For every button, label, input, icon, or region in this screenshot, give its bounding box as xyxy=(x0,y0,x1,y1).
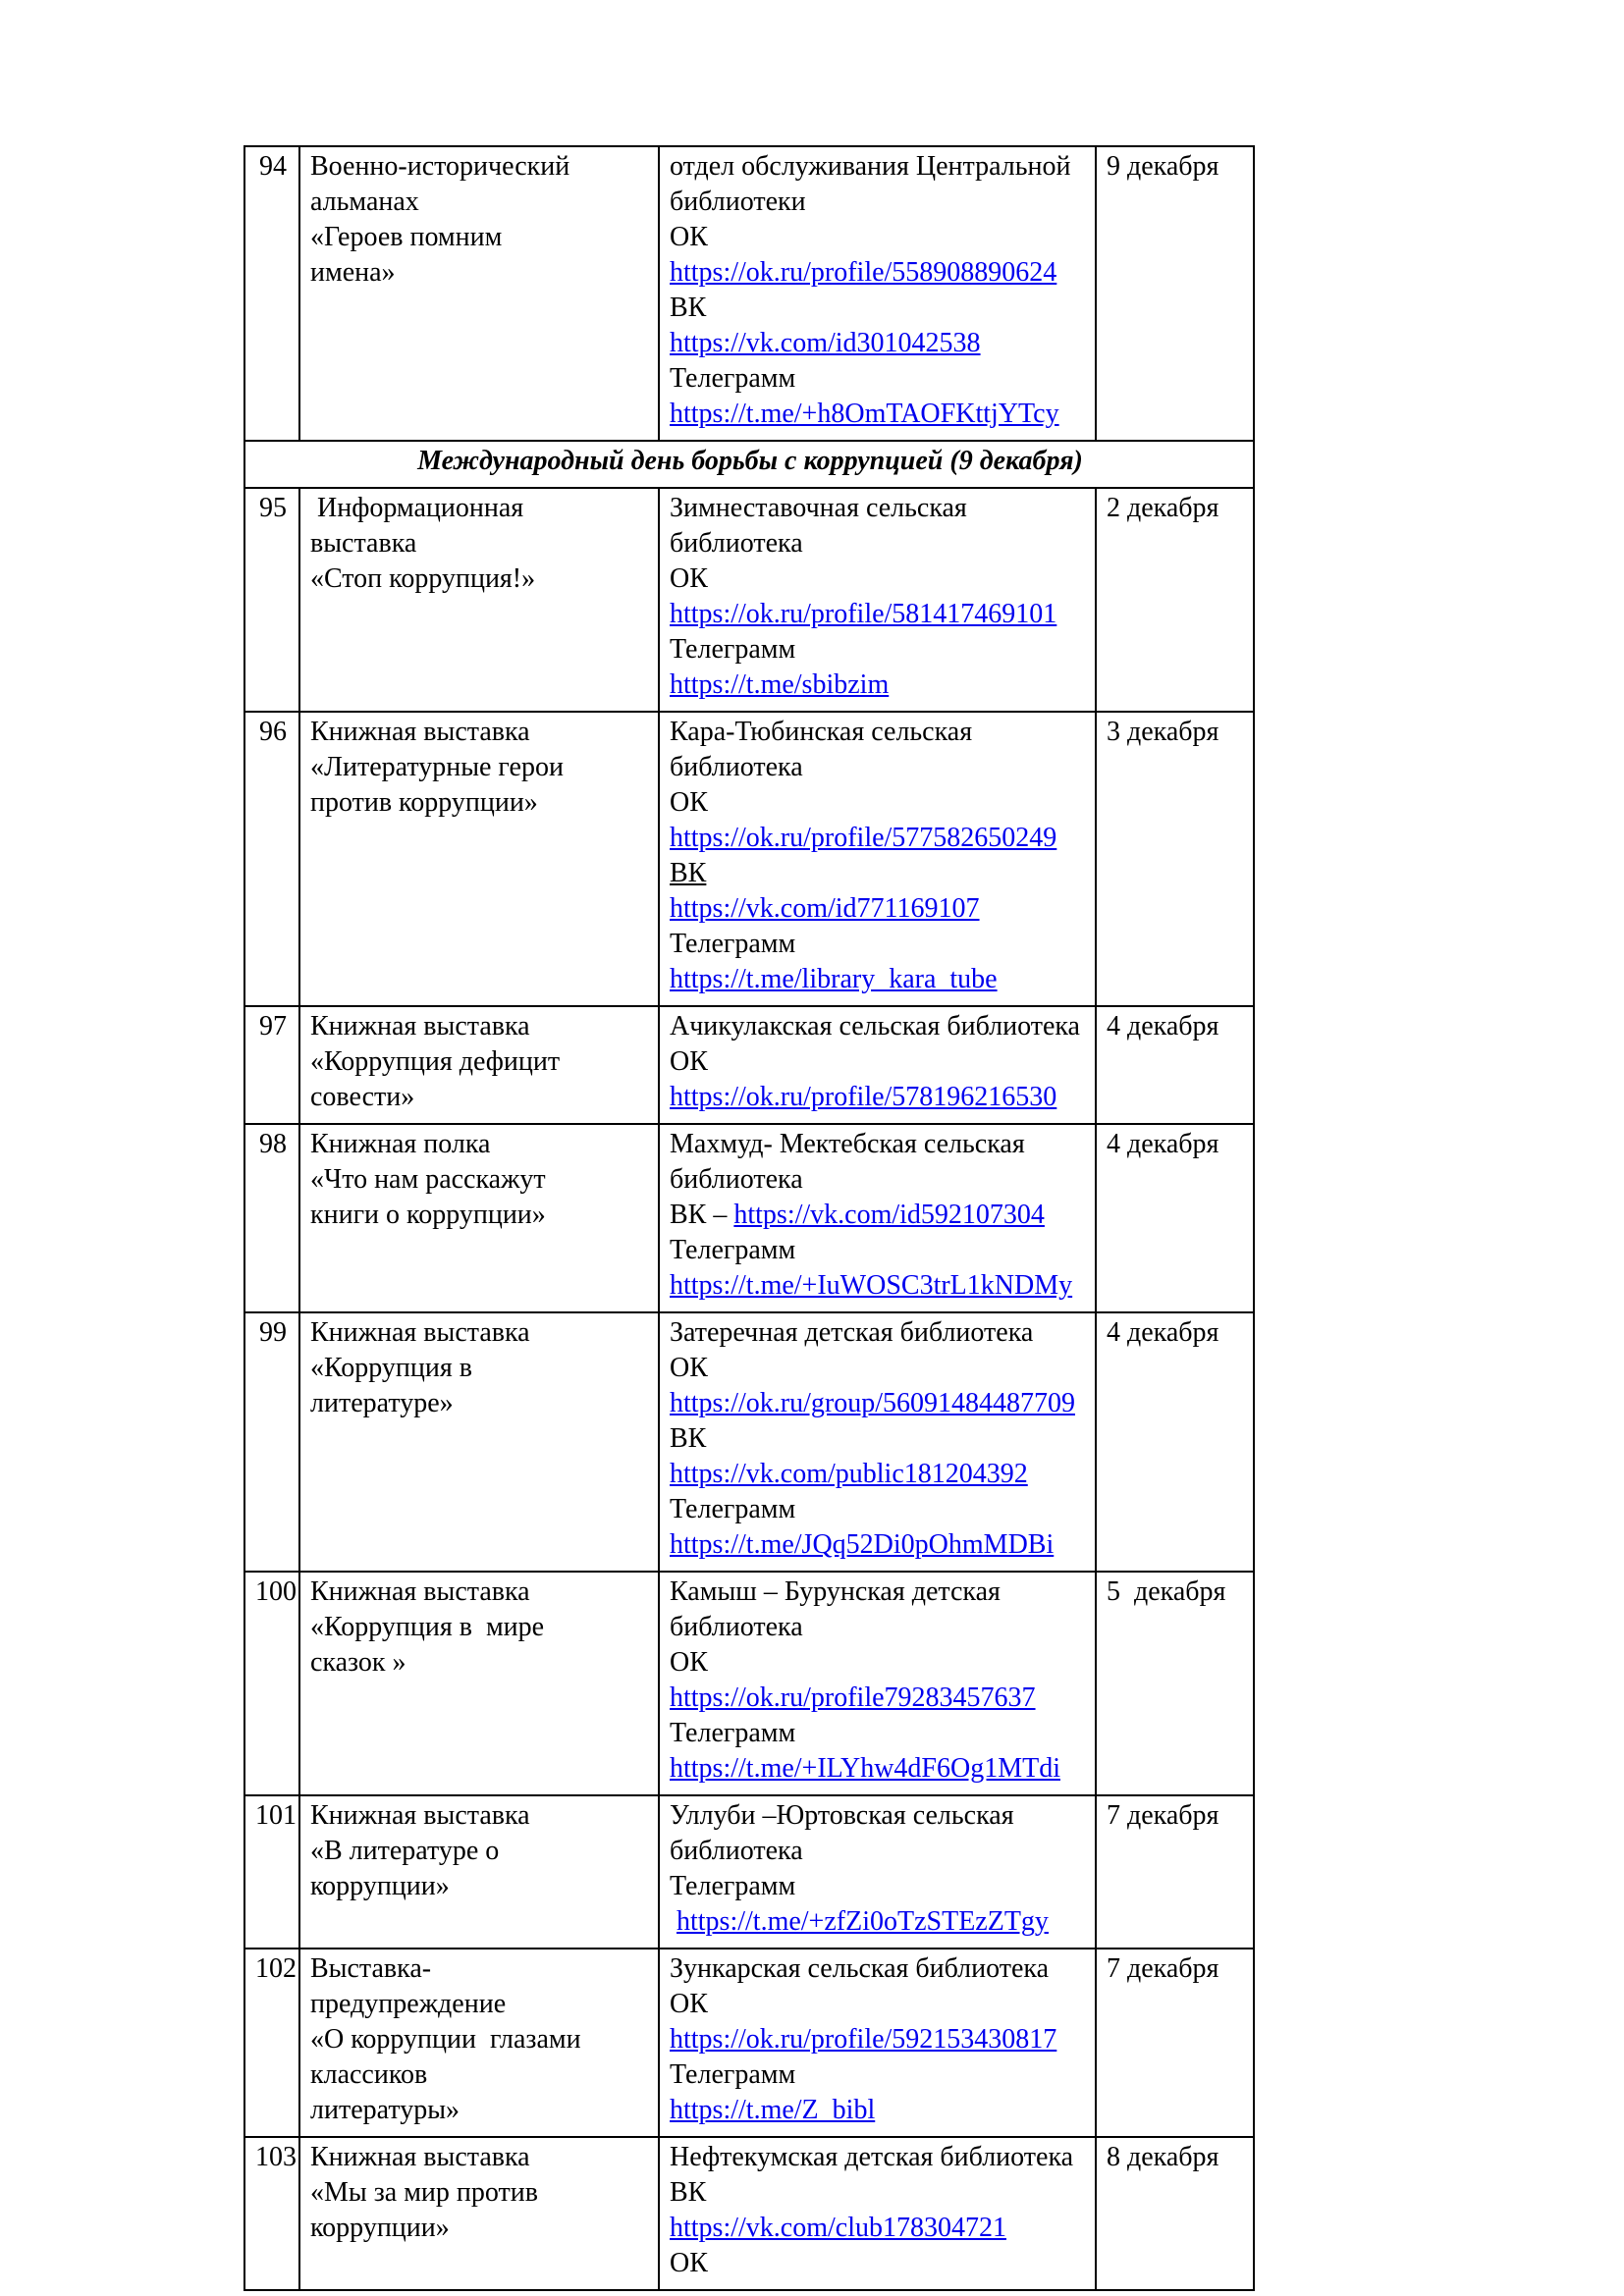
text-segment: отдел обслуживания Центральной xyxy=(670,151,1071,182)
date-cell: 7 декабря xyxy=(1096,1795,1254,1949)
event-title-cell xyxy=(299,1949,659,2137)
event-title-line: совести» xyxy=(310,1082,415,1112)
text-segment: Телеграмм xyxy=(670,634,796,665)
section-row xyxy=(244,441,1254,488)
library-links-line xyxy=(670,1233,1087,1268)
library-links-line xyxy=(670,1575,1087,1610)
hyperlink[interactable]: https://vk.com/club178304721 xyxy=(670,2213,1006,2243)
event-title-line: «Коррупция дефицит xyxy=(310,1046,561,1077)
text-segment: библиотека xyxy=(670,1836,803,1866)
library-links-line xyxy=(670,1351,1087,1386)
library-links-line xyxy=(670,397,1087,432)
text-segment: ОК xyxy=(670,1046,708,1077)
library-links-line xyxy=(670,2211,1087,2246)
text-segment: ОК xyxy=(670,1989,708,2019)
library-links-line xyxy=(670,632,1087,667)
event-title-line: литературе» xyxy=(310,1388,454,1418)
hyperlink[interactable]: https://t.me/+IuWOSC3trL1kNDMy xyxy=(670,1270,1073,1301)
hyperlink[interactable]: https://vk.com/id592107304 xyxy=(733,1200,1045,1230)
library-links-line xyxy=(670,750,1087,785)
event-title-line: коррупции» xyxy=(310,1871,450,1901)
library-links-cell xyxy=(659,488,1096,712)
text-segment: библиотека xyxy=(670,1612,803,1642)
library-links-cell xyxy=(659,2137,1096,2290)
text-segment: библиотека xyxy=(670,528,803,559)
library-links-line xyxy=(670,821,1087,856)
event-title-line: литературы» xyxy=(310,2095,460,2125)
table-row xyxy=(244,712,1254,1006)
event-title-line: выставка xyxy=(310,528,417,559)
library-links-line xyxy=(670,715,1087,750)
hyperlink[interactable]: https://vk.com/id301042538 xyxy=(670,328,981,358)
event-title-line: «О коррупции глазами xyxy=(310,2024,581,2055)
table-row xyxy=(244,2137,1254,2290)
text-segment: Нефтекумская детская библиотека xyxy=(670,2142,1074,2172)
library-links-line xyxy=(670,1457,1087,1492)
text-segment: ВК xyxy=(670,858,707,888)
date-cell: 4 декабря xyxy=(1096,1006,1254,1124)
hyperlink[interactable]: https://t.me/Z_bibl xyxy=(670,2095,876,2125)
event-title-line: «Коррупция в мире xyxy=(310,1612,545,1642)
event-title-line: «Коррупция в xyxy=(310,1353,472,1383)
event-title-line: Информационная xyxy=(310,493,524,523)
library-links-line xyxy=(670,561,1087,597)
library-links-line xyxy=(670,1798,1087,1834)
event-title-line: Книжная выставка xyxy=(310,1011,530,1041)
library-links-line xyxy=(670,1834,1087,1869)
event-title-line: альманах xyxy=(310,187,419,217)
text-segment xyxy=(670,1906,677,1937)
library-links-line xyxy=(670,185,1087,220)
event-title-cell xyxy=(299,1572,659,1795)
row-number: 96 xyxy=(244,712,299,1006)
text-segment: Махмуд- Мектебская сельская xyxy=(670,1129,1025,1159)
row-number: 100 xyxy=(244,1572,299,1795)
event-title-line: против коррупции» xyxy=(310,787,538,818)
hyperlink[interactable]: https://t.me/+h8OmTAOFKttjYTcy xyxy=(670,399,1059,429)
text-segment: Телеграмм xyxy=(670,1235,796,1265)
text-segment: Зункарская сельская библиотека xyxy=(670,1953,1050,1984)
text-segment: ВК xyxy=(670,1423,707,1454)
text-segment: Кара-Тюбинская сельская xyxy=(670,717,973,747)
row-number: 101 xyxy=(244,1795,299,1949)
text-segment: ОК xyxy=(670,1353,708,1383)
text-segment: ВК xyxy=(670,293,707,323)
event-title-cell xyxy=(299,1006,659,1124)
library-links-line xyxy=(670,526,1087,561)
library-links-line xyxy=(670,2246,1087,2281)
event-title-cell xyxy=(299,146,659,441)
event-title-line: книги о коррупции» xyxy=(310,1200,546,1230)
library-links-line xyxy=(670,326,1087,361)
library-links-line xyxy=(670,2022,1087,2057)
library-links-cell xyxy=(659,1949,1096,2137)
library-links-line xyxy=(670,1716,1087,1751)
library-links-line xyxy=(670,149,1087,185)
hyperlink[interactable]: https://ok.ru/profile/577582650249 xyxy=(670,823,1057,853)
event-title-line: «В литературе о xyxy=(310,1836,500,1866)
date-cell: 4 декабря xyxy=(1096,1312,1254,1572)
date-cell: 7 декабря xyxy=(1096,1949,1254,2137)
row-number: 95 xyxy=(244,488,299,712)
hyperlink[interactable]: https://ok.ru/profile/592153430817 xyxy=(670,2024,1057,2055)
hyperlink[interactable]: https://t.me/library_kara_tube xyxy=(670,964,998,994)
hyperlink[interactable]: https://ok.ru/profile/558908890624 xyxy=(670,257,1057,288)
table-row xyxy=(244,1795,1254,1949)
table-row xyxy=(244,146,1254,441)
event-title-cell xyxy=(299,1312,659,1572)
event-title-cell xyxy=(299,488,659,712)
library-links-line xyxy=(670,1315,1087,1351)
text-segment: Телеграмм xyxy=(670,363,796,394)
library-links-line xyxy=(670,1681,1087,1716)
text-segment: Ачикулакская сельская библиотека xyxy=(670,1011,1080,1041)
text-segment: Телеграмм xyxy=(670,1718,796,1748)
event-title-line: Военно-исторический xyxy=(310,151,570,182)
event-title-line: «Что нам расскажут xyxy=(310,1164,546,1195)
text-segment: Телеграмм xyxy=(670,929,796,959)
text-segment: Камыш – Бурунская детская xyxy=(670,1576,1001,1607)
text-segment: ОК xyxy=(670,2248,708,2278)
library-links-line xyxy=(670,1162,1087,1198)
event-title-line: сказок » xyxy=(310,1647,406,1678)
event-title-line: коррупции» xyxy=(310,2213,450,2243)
event-title-line: предупреждение xyxy=(310,1989,507,2019)
event-title-line: Книжная выставка xyxy=(310,2142,530,2172)
library-links-line xyxy=(670,1527,1087,1563)
row-number: 103 xyxy=(244,2137,299,2290)
text-segment: библиотека xyxy=(670,1164,803,1195)
library-links-line xyxy=(670,1044,1087,1080)
event-title-line: Книжная выставка xyxy=(310,1576,530,1607)
event-title-line: Книжная полка xyxy=(310,1129,491,1159)
library-links-cell xyxy=(659,712,1096,1006)
event-title-line: Выставка- xyxy=(310,1953,432,1984)
library-links-cell xyxy=(659,1006,1096,1124)
library-links-line xyxy=(670,361,1087,397)
library-links-line xyxy=(670,856,1087,891)
text-segment: Телеграмм xyxy=(670,2059,796,2090)
schedule-table-body xyxy=(244,146,1254,2290)
event-title-line: «Героев помним xyxy=(310,222,503,252)
event-title-cell xyxy=(299,712,659,1006)
text-segment: Телеграмм xyxy=(670,1494,796,1524)
library-links-cell xyxy=(659,146,1096,441)
hyperlink[interactable]: https://ok.ru/group/56091484487709 xyxy=(670,1388,1075,1418)
library-links-cell xyxy=(659,1572,1096,1795)
text-segment: Уллуби –Юртовская сельская xyxy=(670,1800,1014,1831)
library-links-line xyxy=(670,597,1087,632)
table-row xyxy=(244,1124,1254,1312)
library-links-line xyxy=(670,255,1087,291)
event-title-line: Книжная выставка xyxy=(310,1317,530,1348)
text-segment: ВК xyxy=(670,2177,707,2208)
library-links-line xyxy=(670,220,1087,255)
library-links-line xyxy=(670,1080,1087,1115)
text-segment: ВК – xyxy=(670,1200,734,1230)
library-links-cell xyxy=(659,1124,1096,1312)
library-links-line xyxy=(670,1268,1087,1304)
text-segment: Телеграмм xyxy=(670,1871,796,1901)
library-links-line xyxy=(670,1751,1087,1787)
library-links-line xyxy=(670,2057,1087,2093)
text-segment: ОК xyxy=(670,563,708,594)
library-links-line xyxy=(670,667,1087,703)
library-links-line xyxy=(670,785,1087,821)
date-cell: 5 декабря xyxy=(1096,1572,1254,1795)
event-title-line: «Стоп коррупция!» xyxy=(310,563,536,594)
date-cell: 4 декабря xyxy=(1096,1124,1254,1312)
row-number: 98 xyxy=(244,1124,299,1312)
event-title-line: имена» xyxy=(310,257,396,288)
events-table xyxy=(244,145,1255,2291)
library-links-line xyxy=(670,2093,1087,2128)
hyperlink[interactable]: https://t.me/+zfZi0oTzSTEzZTgy xyxy=(677,1906,1049,1937)
hyperlink[interactable]: https://t.me/sbibzim xyxy=(670,669,890,700)
hyperlink[interactable]: https://vk.com/public181204392 xyxy=(670,1459,1028,1489)
text-segment: ОК xyxy=(670,222,708,252)
date-cell: 8 декабря xyxy=(1096,2137,1254,2290)
library-links-line xyxy=(670,1009,1087,1044)
date-cell: 9 декабря xyxy=(1096,146,1254,441)
row-number: 94 xyxy=(244,146,299,441)
hyperlink[interactable]: https://ok.ru/profile/581417469101 xyxy=(670,599,1057,629)
library-links-line xyxy=(670,1610,1087,1645)
text-segment: Затеречная детская библиотека xyxy=(670,1317,1034,1348)
text-segment: библиотеки xyxy=(670,187,806,217)
event-title-line: классиков xyxy=(310,2059,428,2090)
table-row xyxy=(244,1006,1254,1124)
library-links-line xyxy=(670,1386,1087,1421)
table-row xyxy=(244,1572,1254,1795)
text-segment: ОК xyxy=(670,1647,708,1678)
row-number: 102 xyxy=(244,1949,299,2137)
event-title-line: «Мы за мир против xyxy=(310,2177,538,2208)
hyperlink[interactable]: https://t.me/JQq52Di0pOhmMDBi xyxy=(670,1529,1055,1560)
library-links-line xyxy=(670,1492,1087,1527)
date-cell: 2 декабря xyxy=(1096,488,1254,712)
event-title-cell xyxy=(299,2137,659,2290)
library-links-line xyxy=(670,1869,1087,1904)
event-title-line: «Литературные герои xyxy=(310,752,564,782)
event-title-cell xyxy=(299,1124,659,1312)
library-links-line xyxy=(670,291,1087,326)
library-links-line xyxy=(670,2140,1087,2175)
hyperlink[interactable]: https://ok.ru/profile/578196216530 xyxy=(670,1082,1057,1112)
text-segment: библиотека xyxy=(670,752,803,782)
library-links-line xyxy=(670,1198,1087,1233)
table-row xyxy=(244,1312,1254,1572)
library-links-line xyxy=(670,1904,1087,1940)
text-segment: Зимнеставочная сельская xyxy=(670,493,967,523)
library-links-line xyxy=(670,1421,1087,1457)
hyperlink[interactable]: https://t.me/+ILYhw4dF6Og1MTdi xyxy=(670,1753,1060,1784)
text-segment: ОК xyxy=(670,787,708,818)
library-links-cell xyxy=(659,1312,1096,1572)
library-links-line xyxy=(670,2175,1087,2211)
event-title-cell xyxy=(299,1795,659,1949)
library-links-line xyxy=(670,1645,1087,1681)
date-cell: 3 декабря xyxy=(1096,712,1254,1006)
library-links-line xyxy=(670,962,1087,997)
library-links-line xyxy=(670,1987,1087,2022)
table-row xyxy=(244,1949,1254,2137)
hyperlink[interactable]: https://vk.com/id771169107 xyxy=(670,893,980,924)
library-links-cell xyxy=(659,1795,1096,1949)
event-title-line: Книжная выставка xyxy=(310,717,530,747)
section-header: Международный день борьбы с коррупцией (9 декабря) xyxy=(244,441,1254,488)
hyperlink[interactable]: https://ok.ru/profile79283457637 xyxy=(670,1682,1036,1713)
row-number: 97 xyxy=(244,1006,299,1124)
event-title-line: Книжная выставка xyxy=(310,1800,530,1831)
table-row xyxy=(244,488,1254,712)
library-links-line xyxy=(670,491,1087,526)
library-links-line xyxy=(670,1127,1087,1162)
library-links-line xyxy=(670,1951,1087,1987)
row-number: 99 xyxy=(244,1312,299,1572)
library-links-line xyxy=(670,927,1087,962)
library-links-line xyxy=(670,891,1087,927)
